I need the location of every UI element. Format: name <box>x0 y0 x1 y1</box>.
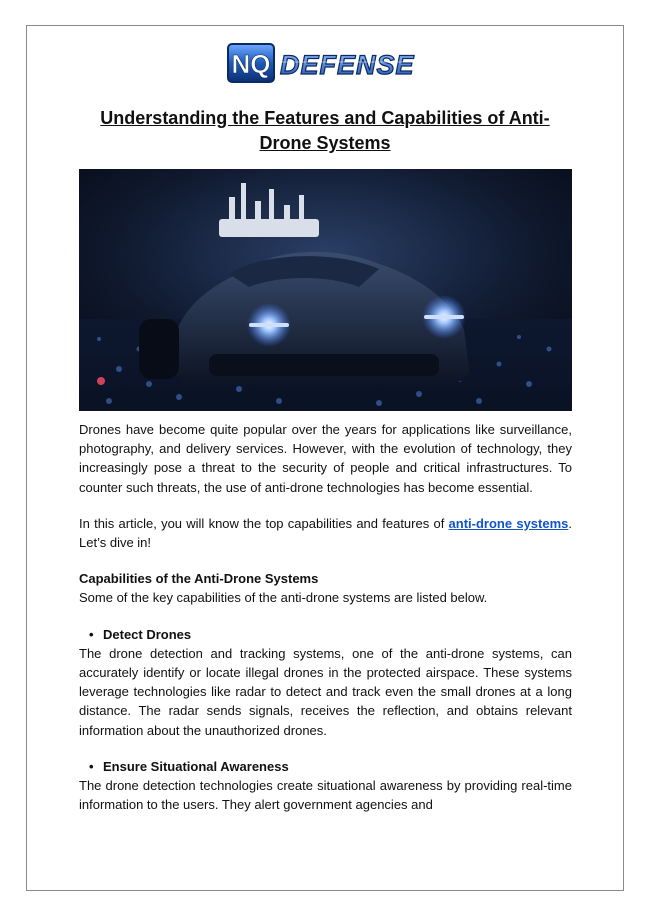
bullet-dot-icon: • <box>89 626 94 642</box>
page-title: Understanding the Features and Capabilities of Anti-Drone Systems <box>100 108 550 153</box>
anti-drone-systems-link[interactable]: anti-drone systems <box>448 515 569 531</box>
situational-awareness-paragraph: The drone detection technologies create situational awareness by providing real-time information to the users. They alert government agencies and <box>79 778 572 813</box>
bullet-dot-icon: • <box>89 758 94 774</box>
article-body <box>79 420 572 814</box>
article-lead-text: In this article, you will know the top capabilities and features of <box>79 515 449 531</box>
logo-nq-text: NQ <box>231 49 271 79</box>
article-lead-paragraph <box>79 514 572 552</box>
bullet-detect-drones <box>79 625 572 644</box>
hero-image <box>79 169 572 411</box>
logo-defense-text: DEFENSE <box>280 50 415 80</box>
capabilities-heading: Capabilities of the Anti-Drone Systems <box>79 571 319 587</box>
nq-defense-logo <box>226 40 424 86</box>
detect-drones-paragraph: The drone detection and tracking systems, one of the anti-drone systems, can accurately identify or locate illegal drones in the protected airspace. These systems leverage technologies like radar to detect and track even the small drones at a long distance. The radar sends signals, receives the reflection, and obtains relevant information about the unauthorized drones. <box>79 645 572 738</box>
intro-paragraph: Drones have become quite popular over the years for applications like surveillance, photography, and delivery services. However, with the evolution of technology, they increasingly pose a threat to the security of people and critical infrastructures. To counter such threats, the use of anti-drone technologies has become essential. <box>79 422 572 495</box>
bullet-label: Detect Drones <box>103 626 192 642</box>
bullet-label: Ensure Situational Awareness <box>103 758 289 774</box>
bullet-situational-awareness <box>79 757 572 776</box>
capabilities-lead: Some of the key capabilities of the anti-drone systems are listed below. <box>79 590 488 606</box>
article-tail-text: . Let’s dive in! <box>79 515 573 551</box>
